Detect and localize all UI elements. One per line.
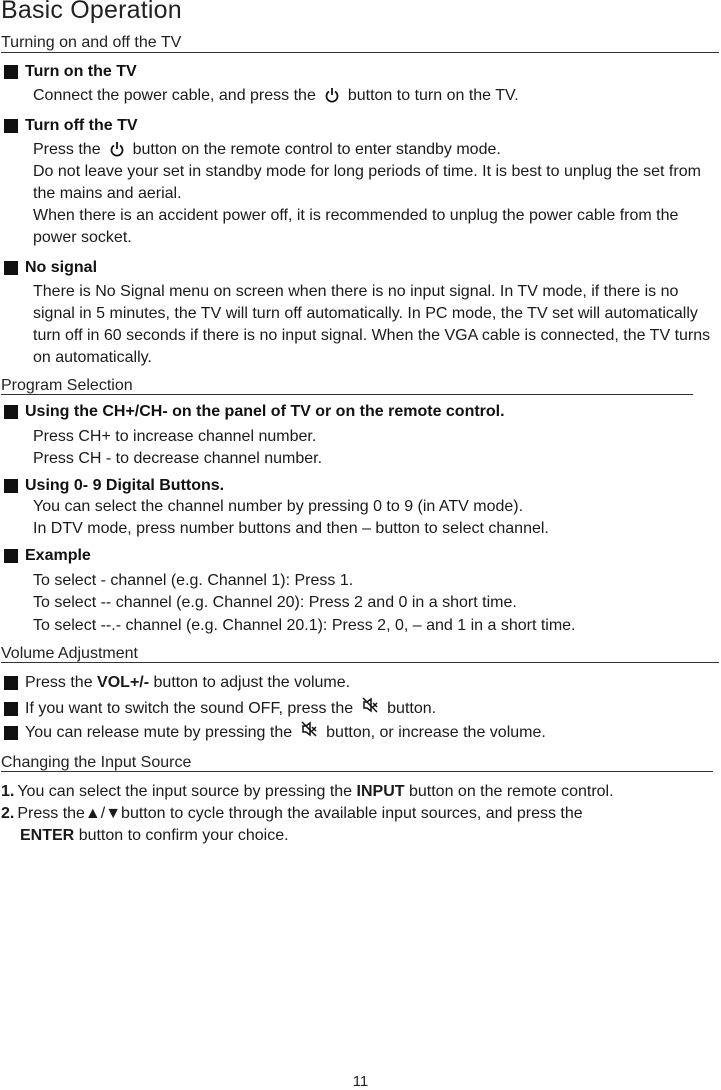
square-bullet-icon [4,549,18,563]
turn-off-text-2: Do not leave your set in standby mode for long periods of time. It is best to unplug the set from the mains and aerial. [33,163,701,202]
keyword-input: INPUT [356,783,405,800]
step-number: 1. [1,783,15,800]
turn-off-text-3: When there is an accident power off, it is recommended to unplug the power cable from the power socket. [33,207,679,246]
text-fragment: Press the [25,674,93,691]
volume-item-3 [4,721,546,744]
volume-item-2 [4,697,436,720]
subheading-no-signal [4,259,97,277]
subheading-digital [4,477,224,495]
input-step-1 [1,781,614,803]
section-heading-turning: Turning on and off the TV [1,34,182,51]
subheading-text: No signal [25,259,98,276]
subheading-ch-buttons [4,403,505,421]
example-line-2: To select -- channel (e.g. Channel 20): Press 2 and 0 in a short time. [33,594,517,611]
mute-icon [301,721,317,744]
subheading-text: Using 0- 9 Digital Buttons. [25,477,225,494]
subheading-turn-on [4,63,137,81]
text-fragment: You can select the input source by pressing the [17,783,353,800]
subheading-text: Turn on the TV [25,63,137,80]
section-heading-volume: Volume Adjustment [1,645,138,662]
step-number: 2. [1,805,15,822]
section-divider [1,771,713,772]
page-title: Basic Operation [1,0,182,24]
digital-line-2: In DTV mode, press number buttons and then – button to select channel. [33,520,549,537]
text-fragment: button to confirm your choice. [78,827,289,844]
text-fragment: Press the▲/▼button to cycle through the available input sources, and press the [17,805,583,822]
page-number: 11 [352,1073,369,1090]
mute-icon [362,697,378,720]
keyword-vol: VOL+/- [97,674,150,691]
volume-item-1 [4,672,350,694]
square-bullet-icon [4,676,18,690]
section-heading-input: Changing the Input Source [1,754,192,771]
square-bullet-icon [4,726,18,740]
digital-line-1: You can select the channel number by pressing 0 to 9 (in ATV mode). [33,498,524,515]
square-bullet-icon [4,261,18,275]
subheading-text: Example [25,547,91,564]
input-step-2-cont [20,825,289,847]
text-fragment: button, or increase the volume. [326,723,546,741]
square-bullet-icon [4,702,18,716]
text-fragment: button. [387,699,437,717]
section-divider [1,52,719,53]
ch-line-1: Press CH+ to increase channel number. [33,428,317,445]
subheading-turn-off [4,117,138,135]
text-fragment: Connect the power cable, and press the [33,87,316,104]
text-fragment: button to adjust the volume. [153,674,351,691]
no-signal-text: There is No Signal menu on screen when there is no input signal. In TV mode, if there is no signal in 5 minutes, the TV will turn off automatically. In PC mode, the TV set will automatically turn off in 60 seconds if there is no input signal. When the VGA cable is connected, the TV turns on automatically. [33,283,711,366]
section-divider [1,662,719,663]
subheading-text: Using the CH+/CH- on the panel of TV or on the remote control. [25,403,505,420]
turn-on-text [33,85,519,110]
example-line-1: To select - channel (e.g. Channel 1): Press 1. [33,572,354,589]
text-fragment: Press the [33,141,101,158]
text-fragment: You can release mute by pressing the [25,723,293,741]
example-line-3: To select --.- channel (e.g. Channel 20.1): Press 2, 0, – and 1 in a short time. [33,617,576,634]
keyword-enter: ENTER [20,827,75,844]
square-bullet-icon [4,479,18,493]
input-step-2 [1,803,583,825]
ch-line-2: Press CH - to decrease channel number. [33,450,323,467]
subheading-example [4,547,91,565]
section-divider [1,394,693,395]
subheading-text: Turn off the TV [25,117,138,134]
square-bullet-icon [4,119,18,133]
text-fragment: button on the remote control. [408,783,614,800]
text-fragment: If you want to switch the sound OFF, press the [25,699,354,717]
text-fragment: button on the remote control to enter standby mode. [132,141,501,158]
text-fragment: button to turn on the TV. [347,87,519,104]
square-bullet-icon [4,65,18,79]
square-bullet-icon [4,405,18,419]
section-heading-program: Program Selection [1,377,133,394]
power-icon [325,87,339,110]
